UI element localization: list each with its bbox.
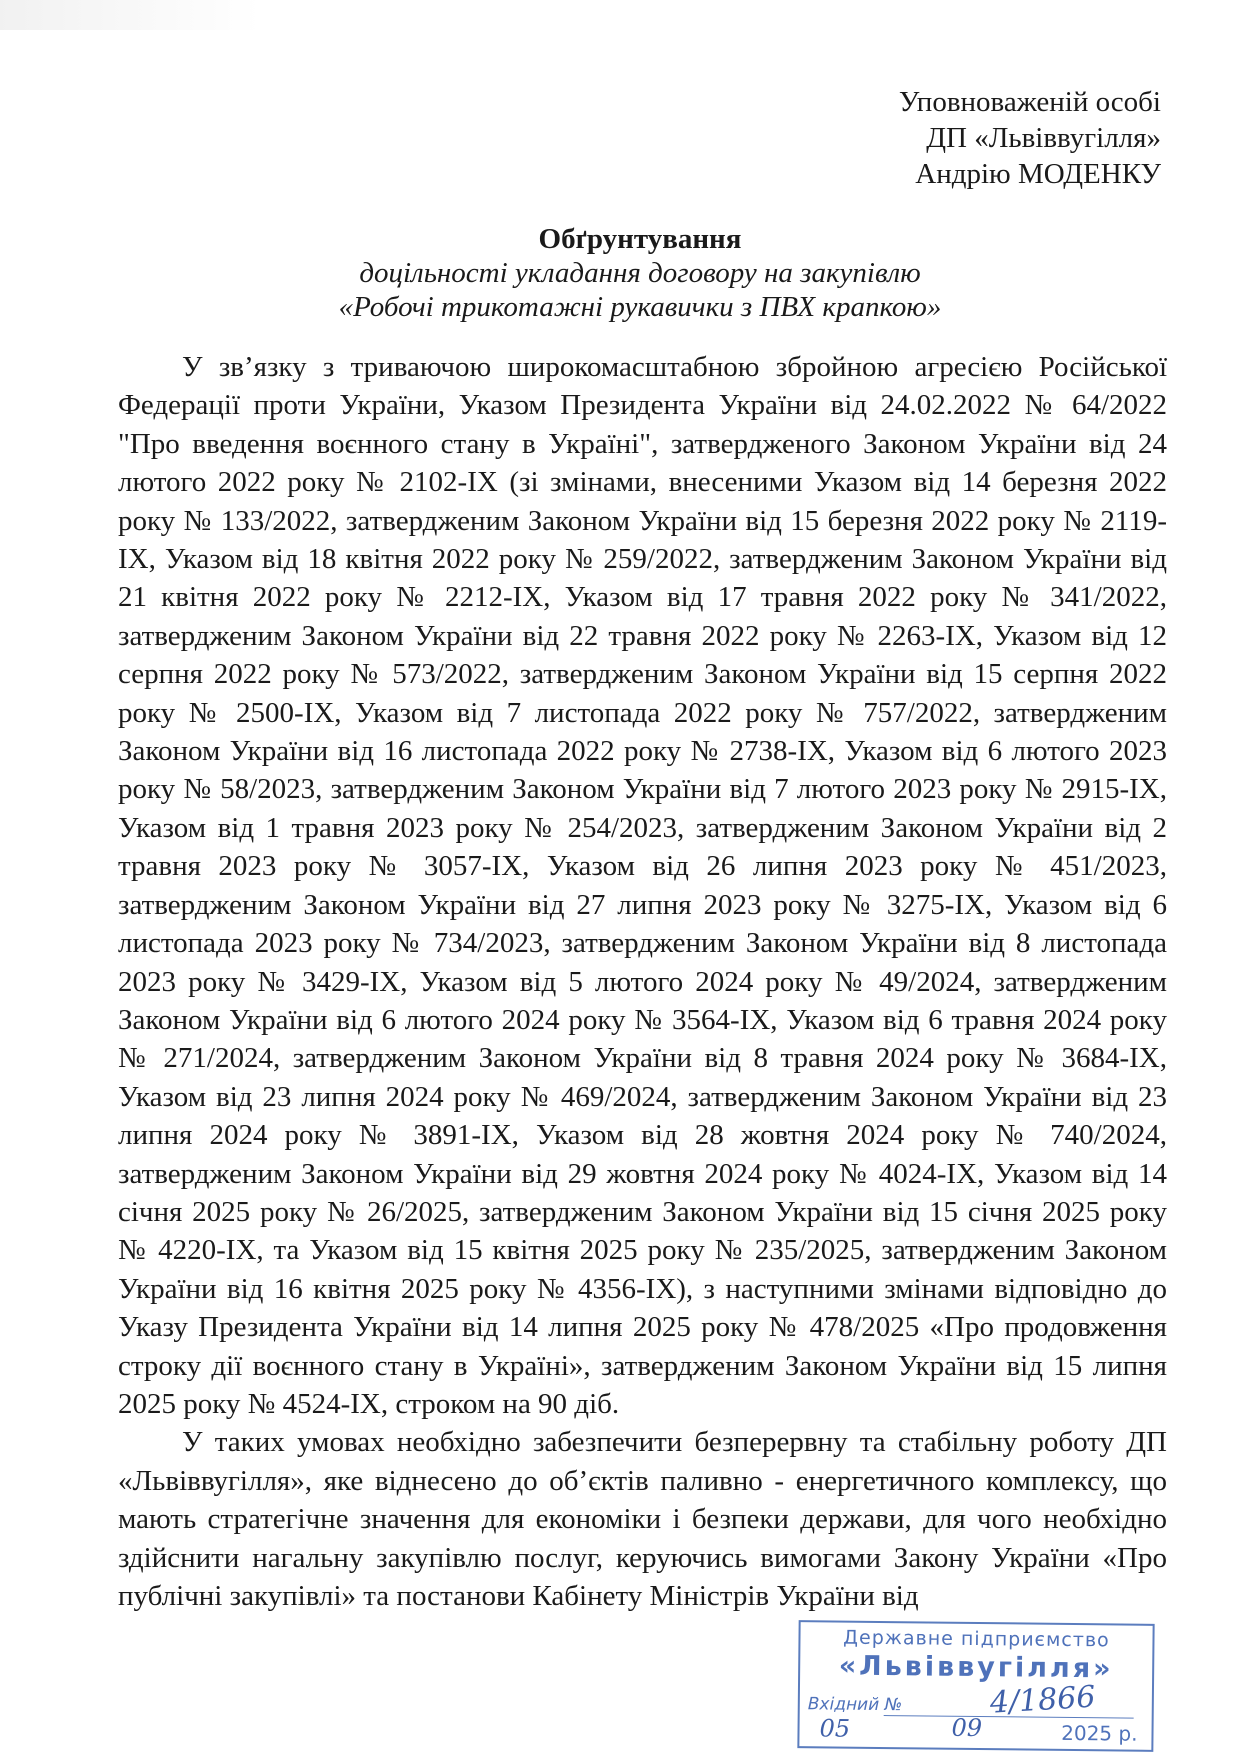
stamp-year: 2025 р. [1061, 1720, 1138, 1746]
document-subtitle-line-2: «Робочі трикотажні рукавички з ПВХ крапкою» [338, 291, 942, 323]
addressee-line-3: Андрію МОДЕНКУ [915, 158, 1161, 190]
stamp-org-name: «Львіввугілля» [838, 1650, 1114, 1685]
addressee-block [641, 84, 1161, 192]
body-paragraph-2: У таких умовах необхідно забезпечити безперервну та стабільну роботу ДП «Львіввугілля», яке віднесено до об’єктів паливно - енергетичного комплексу, що мають стратегічне значення для економіки і безпеки держави, для чого необхідно здійснити нагальну закупівлю послуг, керуючись вимогами Закону України «Про публічні закупівлі» та постанови Кабінету Міністрів України від [118, 1426, 1167, 1612]
stamp-day: 05 [819, 1714, 851, 1743]
stamp-date-row [813, 1713, 1143, 1747]
document-title-block [120, 222, 1160, 324]
addressee-line-1: Уповноваженій особі [898, 86, 1161, 118]
scan-artifact [0, 0, 260, 30]
stamp-incoming-label: Вхідний № [807, 1694, 903, 1716]
body-paragraph-1: У зв’язку з триваючою широкомасштабною збройною агресією Російської Федерації проти України, Указом Президента України від 24.02.2022 № 64/2022 "Про введення воєнного стану в Україні", затвердженого Законом України від 24 лютого 2022 року № 2102-IX (зі змінами, внесеними Указом від 14 березня 2022 року № 133/2022, затвердженим Законом України від 15 березня 2022 року № 2119-IX, Указом від 18 квітня 2022 року № 259/2022, затвердженим Законом України від 21 квітня 2022 року № 2212-IX, Указом від 17 травня 2022 року № 341/2022, затвердженим Законом України від 22 травня 2022 року № 2263-IX, Указом від 12 серпня 2022 року № 573/2022, затвердженим Законом України від 15 серпня 2022 року № 2500-IX, Указом від 7 листопада 2022 року № 757/2022, затвердженим Законом України від 16 листопада 2022 року № 2738-IX, Указом від 6 лютого 2023 року № 58/2023, затвердженим Законом України від 7 лютого 2023 року № 2915-IX, Указом від 1 травня 2023 року № 254/2023, затвердженим Законом України від 2 травня 2023 року № 3057-IX, Указом від 26 липня 2023 року № 451/2023, затвердженим Законом України від 27 липня 2023 року № 3275-IX, Указом від 6 листопада 2023 року № 734/2023, затвердженим Законом України від 8 листопада 2023 року № 3429-IX, Указом від 5 лютого 2024 року № 49/2024, затвердженим Законом України від 6 лютого 2024 року № 3564-IX, Указом від 6 травня 2024 року № 271/2024, затвердженим Законом України від 8 травня 2024 року № 3684-IX, Указом від 23 липня 2024 року № 469/2024, затвердженим Законом України від 23 липня 2024 року № 3891-IX, Указом від 28 жовтня 2024 року № 740/2024, затвердженим Законом України від 29 жовтня 2024 року № 4024-IX, Указом від 14 січня 2025 року № 26/2025, затвердженим Законом України від 15 січня 2025 року № 4220-IX, та Указом від 15 квітня 2025 року № 235/2025, затвердженим Законом України від 16 квітня 2025 року № 4356-IX), з наступними змінами відповідно до Указу Президента України від 14 липня 2025 року № 478/2025 «Про продовження строку дії воєнного стану в Україні», затвердженим Законом України від 15 липня 2025 року № 4524-IX, строком на 90 діб. [118, 351, 1167, 1420]
stamp-incoming-number: 4/1866 [988, 1679, 1097, 1721]
document-title: Обґрунтування [538, 223, 742, 255]
incoming-registration-stamp [797, 1620, 1154, 1752]
addressee-line-2: ДП «Львіввугілля» [926, 122, 1161, 154]
document-subtitle-line-1: доцільності укладання договору на закупівлю [359, 257, 921, 289]
stamp-month: 09 [951, 1713, 983, 1743]
stamp-org-line: Державне підприємство [843, 1626, 1110, 1652]
document-body [118, 348, 1167, 1615]
